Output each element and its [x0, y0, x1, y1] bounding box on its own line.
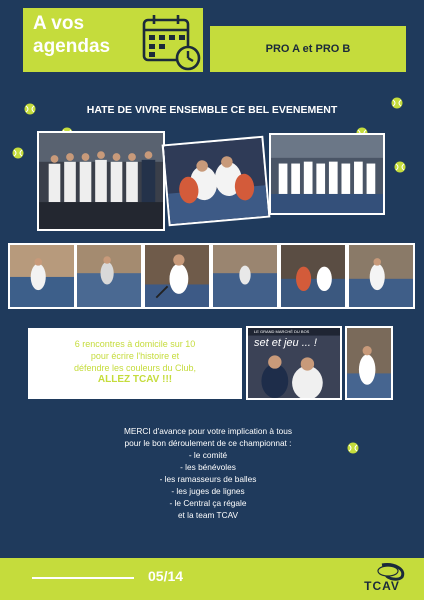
info-line-2: pour écrire l'histoire et: [90, 351, 180, 361]
tcav-logo: [352, 561, 408, 595]
thanks-line-4: - les bénévoles: [180, 462, 236, 472]
supporters-banner-line1: LE GRAND MARCHÉ DU BOS: [254, 329, 310, 334]
info-line-3: défendre les couleurs du Club,: [73, 363, 197, 373]
tennis-ball-icon: [24, 102, 36, 114]
thanks-line-3: - le comité: [188, 450, 228, 460]
thanks-line-8: et la team TCAV: [177, 510, 239, 520]
thanks-line-6: - les juges de lignes: [171, 486, 245, 496]
thanks-block: [90, 425, 326, 521]
match-photo-6: [347, 243, 415, 309]
thanks-line-1: MERCI d'avance pour votre implication à tous: [123, 426, 293, 436]
header-title-line1: A vos: [33, 13, 85, 34]
team-photo-2: [269, 133, 385, 215]
match-photo-1: [8, 243, 76, 309]
match-photo-4: [211, 243, 279, 309]
info-cta: ALLEZ TCAV !!!: [97, 374, 173, 385]
headline: HATE DE VIVRE ENSEMBLE CE BEL EVENEMENT: [86, 104, 338, 116]
thanks-line-5: - les ramasseurs de balles: [159, 474, 257, 484]
tcav-logo-text: TCAV: [364, 579, 400, 593]
header-title-line2: agendas: [33, 36, 111, 57]
match-photo-5: [279, 243, 347, 309]
team-celebration-photo: [162, 136, 271, 227]
thanks-line-2: pour le bon déroulement de ce championnat :: [124, 438, 292, 448]
team-photo-1: [37, 131, 165, 231]
tennis-ball-icon: [394, 160, 406, 172]
player-photo: [345, 326, 393, 400]
tennis-ball-icon: [347, 441, 359, 453]
match-photo-2: [75, 243, 143, 309]
header-title: [33, 12, 143, 58]
pro-badge: PRO A et PRO B: [210, 26, 406, 72]
supporters-photo: [246, 326, 342, 400]
supporters-slogan: set et jeu ... !: [254, 337, 317, 349]
tennis-ball-icon: [391, 96, 403, 108]
calendar-clock-icon: [140, 12, 202, 72]
thanks-line-7: - le Central ça régale: [169, 498, 247, 508]
match-photo-3: [143, 243, 211, 309]
info-line-1: 6 rencontres à domicile sur 10: [74, 339, 196, 349]
page-number: 05/14: [148, 568, 184, 584]
tennis-ball-icon: [12, 146, 24, 158]
footer-divider: [32, 577, 134, 579]
